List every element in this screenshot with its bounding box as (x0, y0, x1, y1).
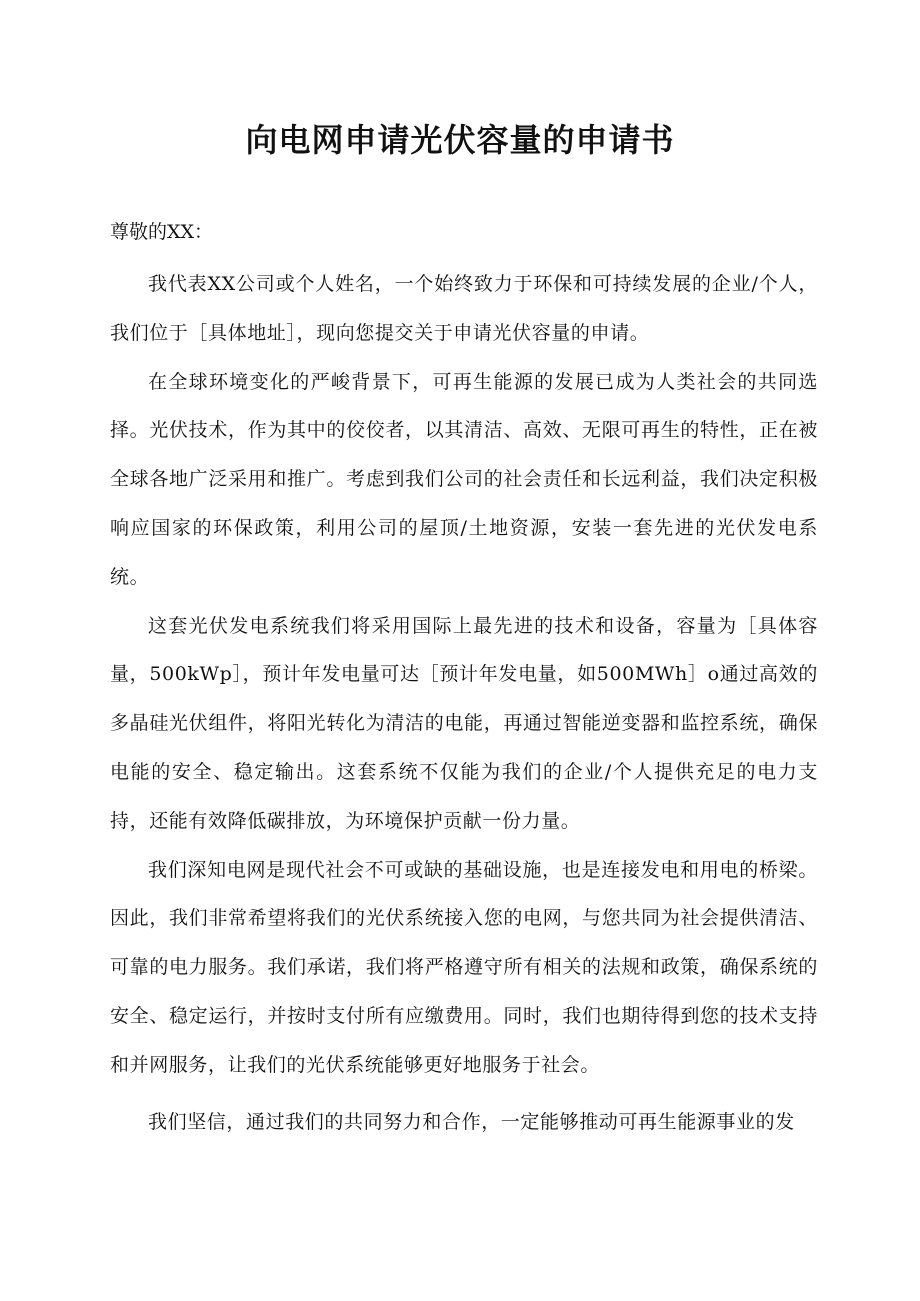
document-title: 向电网申请光伏容量的申请书 (245, 121, 675, 159)
paragraph-grid-request: 我们深知电网是现代社会不可或缺的基础设施，也是连接发电和用电的桥梁。因此，我们非常希望将我们的光伏系统接入您的电网，与您共同为社会提供清洁、可靠的电力服务。我们承诺，我们将严格遵守所有相关的法规和政策，确保系统的安全、稳定运行，并按时支付所有应缴费用。同时，我们也期待得到您的技术支持和并网服务，让我们的光伏系统能够更好地服务于社会。 (110, 858, 818, 1076)
paragraph-closing: 我们坚信，通过我们的共同努力和合作，一定能够推动可再生能源事业的发 (148, 1110, 795, 1133)
paragraph-intro: 我代表XX公司或个人姓名，一个始终致力于环保和可持续发展的企业/个人，我们位于［具体地址］，现向您提交关于申请光伏容量的申请。 (110, 273, 818, 344)
paragraph-system-details: 这套光伏发电系统我们将采用国际上最先进的技术和设备，容量为［具体容量，500kWp］，预计年发电量可达［预计年发电量，如500MWh］o通过高效的多晶硅光伏组件，将阳光转化为清洁的电能，再通过智能逆变器和监控系统，确保电能的安全、稳定输出。这套系统不仅能为我们的企业/个人提供充足的电力支持，还能有效降低碳排放，为环境保护贡献一份力量。 (110, 614, 818, 832)
paragraph-background: 在全球环境变化的严峻背景下，可再生能源的发展已成为人类社会的共同选择。光伏技术，作为其中的佼佼者，以其清洁、高效、无限可再生的特性，正在被全球各地广泛采用和推广。考虑到我们公司的社会责任和长远利益，我们决定积极响应国家的环保政策，利用公司的屋顶/土地资源，安装一套先进的光伏发电系统。 (110, 370, 818, 588)
salutation: 尊敬的XX： (110, 221, 214, 243)
letter-body (110, 214, 818, 1146)
